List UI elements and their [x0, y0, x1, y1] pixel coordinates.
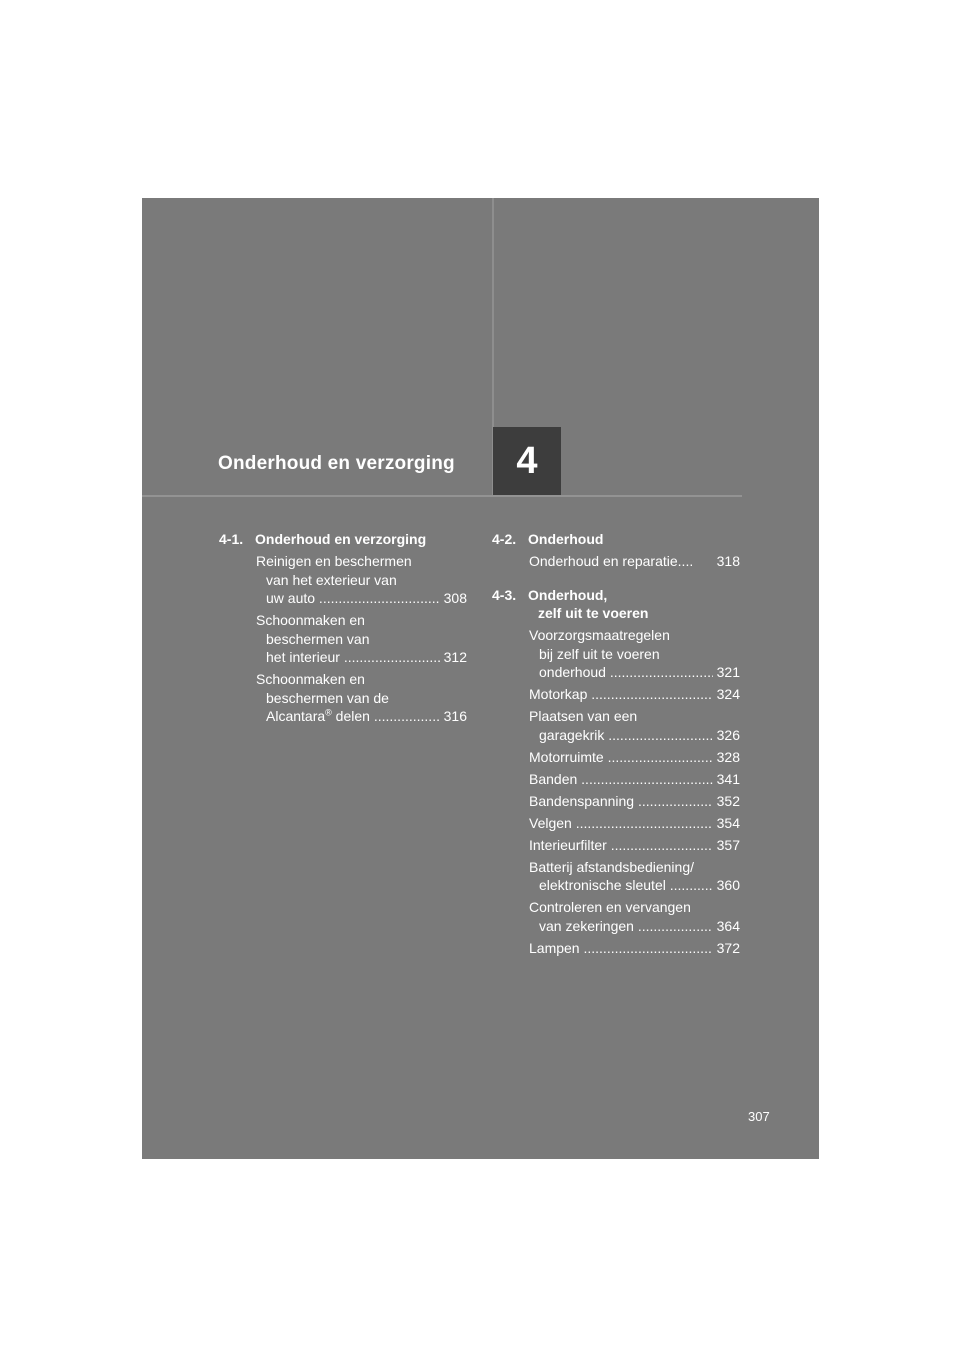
- section-number: 4-1.: [219, 531, 244, 547]
- entry-text-line: van zekeringen .....: [539, 917, 740, 936]
- entry-text-line: Reinigen en beschermen: [256, 553, 412, 569]
- page-number: 307: [748, 1109, 770, 1124]
- section-title: [492, 586, 740, 623]
- entry-page-number: 364: [713, 917, 740, 936]
- toc-entry[interactable]: [529, 707, 740, 744]
- toc-entry[interactable]: [529, 814, 740, 833]
- toc-section-heading[interactable]: [492, 530, 740, 549]
- entry-page-number: 316: [440, 707, 467, 726]
- entry-text-line: Plaatsen van een: [529, 708, 638, 724]
- chapter-number-box: [493, 427, 561, 495]
- entry-text-line: Batterij afstandsbediening/: [529, 858, 694, 875]
- entry-text-line: Motorruimte .....: [529, 748, 740, 767]
- toc-column-right: [492, 530, 740, 957]
- entry-page-number: 341: [713, 770, 740, 789]
- entry-text-line: beschermen van: [266, 630, 370, 647]
- entry-page-number: 324: [713, 685, 740, 704]
- entry-text-line: Onderhoud en reparatie....: [529, 553, 694, 569]
- toc-entry[interactable]: [529, 552, 740, 571]
- entry-page-number: 318: [713, 552, 740, 571]
- toc-entry[interactable]: [529, 770, 740, 789]
- section-title-line: Onderhoud en verzorging: [255, 531, 427, 547]
- chapter-number: 4: [516, 439, 538, 482]
- entry-text-line: van het exterieur van: [266, 571, 397, 588]
- entry-text-line: Banden .....: [529, 770, 740, 789]
- section-gap: [492, 571, 740, 586]
- entry-text-line: Controleren en vervangen: [529, 899, 691, 915]
- entry-page-number: 360: [713, 876, 740, 895]
- section-number: 4-3.: [492, 586, 517, 603]
- horizontal-divider: [142, 495, 742, 497]
- entry-text-line: Bandenspanning .....: [529, 792, 740, 811]
- entry-text-line: beschermen van de: [266, 689, 389, 706]
- entry-text-line: bij zelf uit te voeren: [539, 645, 660, 662]
- entry-page-number: 321: [713, 663, 740, 682]
- entry-text-line: Alcantara® delen .....: [266, 707, 467, 726]
- section-title: [492, 530, 740, 549]
- entry-page-number: 312: [440, 648, 467, 667]
- section-number: 4-2.: [492, 531, 517, 547]
- entry-page-number: 326: [713, 726, 740, 745]
- entry-text-line: Interieurfilter .....: [529, 836, 740, 855]
- section-title-line: zelf uit te voeren: [538, 605, 649, 621]
- toc-entry[interactable]: [256, 552, 467, 608]
- entry-text-line: Schoonmaken en: [256, 671, 365, 687]
- toc-entry[interactable]: [529, 836, 740, 855]
- toc-entry[interactable]: [256, 611, 467, 667]
- entry-text-line: elektronische sleutel .....: [539, 876, 740, 895]
- entry-page-number: 357: [713, 836, 740, 855]
- toc-column-left: [219, 530, 467, 726]
- toc-entry[interactable]: [256, 670, 467, 726]
- entry-text-line: Lampen .....: [529, 939, 740, 958]
- entry-text-line: onderhoud .....: [539, 663, 740, 682]
- entry-text-line: Motorkap .....: [529, 685, 740, 704]
- entry-text-line: Voorzorgsmaatregelen: [529, 627, 670, 643]
- entry-text-line: garagekrik .....: [539, 726, 740, 745]
- entry-text-line: Velgen .....: [529, 814, 740, 833]
- toc-entry[interactable]: [529, 858, 740, 895]
- entry-page-number: 354: [713, 814, 740, 833]
- toc-section-heading[interactable]: [219, 530, 467, 549]
- toc-entry[interactable]: [529, 748, 740, 767]
- toc-entry[interactable]: [529, 939, 740, 958]
- chapter-title: Onderhoud en verzorging: [218, 453, 455, 474]
- toc-entry[interactable]: [529, 792, 740, 811]
- toc-entry[interactable]: [529, 685, 740, 704]
- toc-section-heading[interactable]: [492, 586, 740, 623]
- toc-entry[interactable]: [529, 898, 740, 935]
- section-title: [219, 530, 467, 549]
- section-title-line: Onderhoud,: [528, 586, 608, 603]
- entry-text-line: Schoonmaken en: [256, 612, 365, 628]
- entry-page-number: 328: [713, 748, 740, 767]
- entry-page-number: 372: [713, 939, 740, 958]
- entry-text-line: uw auto .....: [266, 589, 467, 608]
- page-panel: [142, 198, 819, 1159]
- entry-text-line: het interieur .....: [266, 648, 467, 667]
- section-title-line: Onderhoud: [528, 531, 604, 547]
- entry-page-number: 352: [713, 792, 740, 811]
- toc-entry[interactable]: [529, 626, 740, 682]
- entry-page-number: 308: [440, 589, 467, 608]
